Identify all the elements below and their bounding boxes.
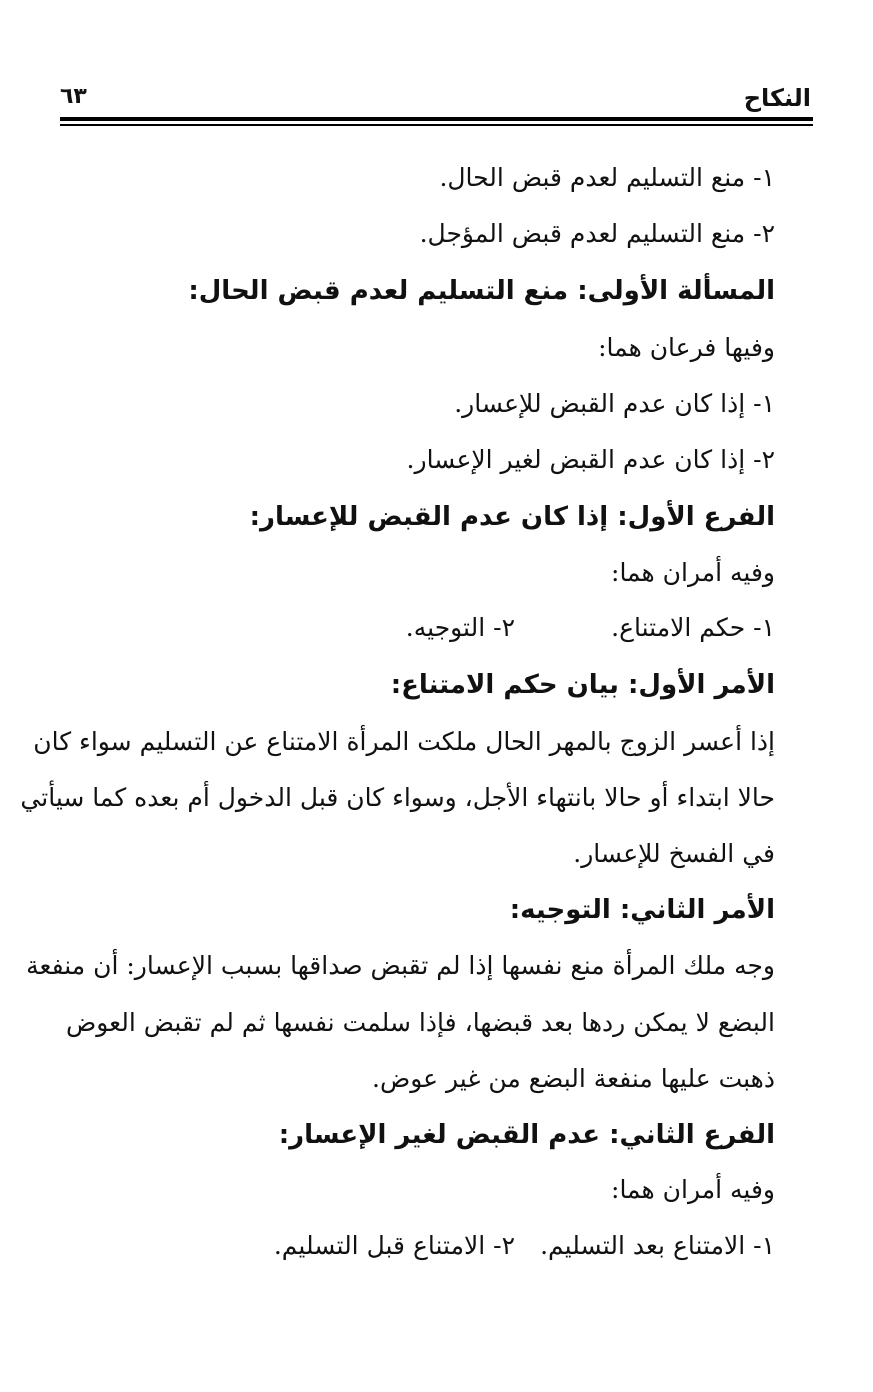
paragraph-line: ذهبت عليها منفعة البضع من غير عوض. [372, 1064, 775, 1093]
paragraph-line: وفيه أمران هما: [611, 1175, 775, 1204]
section-heading: الأمر الأول: بيان حكم الامتناع: [390, 670, 775, 700]
paragraph-line: إذا أعسر الزوج بالمهر الحال ملكت المرأة الامتناع عن التسليم سواء كان [33, 727, 775, 756]
list-item: ١- منع التسليم لعدم قبض الحال. [439, 163, 775, 192]
section-heading: المسألة الأولى: منع التسليم لعدم قبض الحال: [188, 276, 775, 306]
page-header [60, 80, 813, 112]
paragraph-line: وجه ملك المرأة منع نفسها إذا لم تقبض صداقها بسبب الإعسار: أن منفعة [26, 951, 775, 980]
section-heading: الفرع الثاني: عدم القبض لغير الإعسار: [278, 1120, 775, 1150]
running-title: النكاح [743, 84, 811, 112]
page-number: ٦٣ [60, 84, 87, 109]
paragraph-line: وفيها فرعان هما: [598, 333, 775, 362]
list-item: ١- إذا كان عدم القبض للإعسار. [454, 389, 775, 418]
header-rule-thin [60, 124, 813, 126]
two-column-list [406, 608, 775, 648]
list-item: ١- حكم الامتناع. [611, 613, 775, 642]
paragraph-line: حالا ابتداء أو حالا بانتهاء الأجل، وسواء كان قبل الدخول أم بعده كما سيأتي [20, 783, 775, 812]
list-item: ٢- الامتناع قبل التسليم. [273, 1231, 515, 1260]
list-item: ٢- منع التسليم لعدم قبض المؤجل. [419, 219, 775, 248]
paragraph-line: في الفسخ للإعسار. [573, 839, 775, 868]
list-item: ٢- التوجيه. [405, 613, 515, 642]
list-item: ٢- إذا كان عدم القبض لغير الإعسار. [406, 445, 775, 474]
section-heading: الأمر الثاني: التوجيه: [509, 895, 775, 925]
header-rule-thick [60, 117, 813, 121]
paragraph-line: وفيه أمران هما: [611, 558, 775, 587]
paragraph-line: البضع لا يمكن ردها بعد قبضها، فإذا سلمت نفسها ثم لم تقبض العوض [66, 1008, 775, 1037]
section-heading: الفرع الأول: إذا كان عدم القبض للإعسار: [249, 502, 775, 532]
two-column-list [274, 1226, 775, 1266]
list-item: ١- الامتناع بعد التسليم. [540, 1231, 775, 1260]
